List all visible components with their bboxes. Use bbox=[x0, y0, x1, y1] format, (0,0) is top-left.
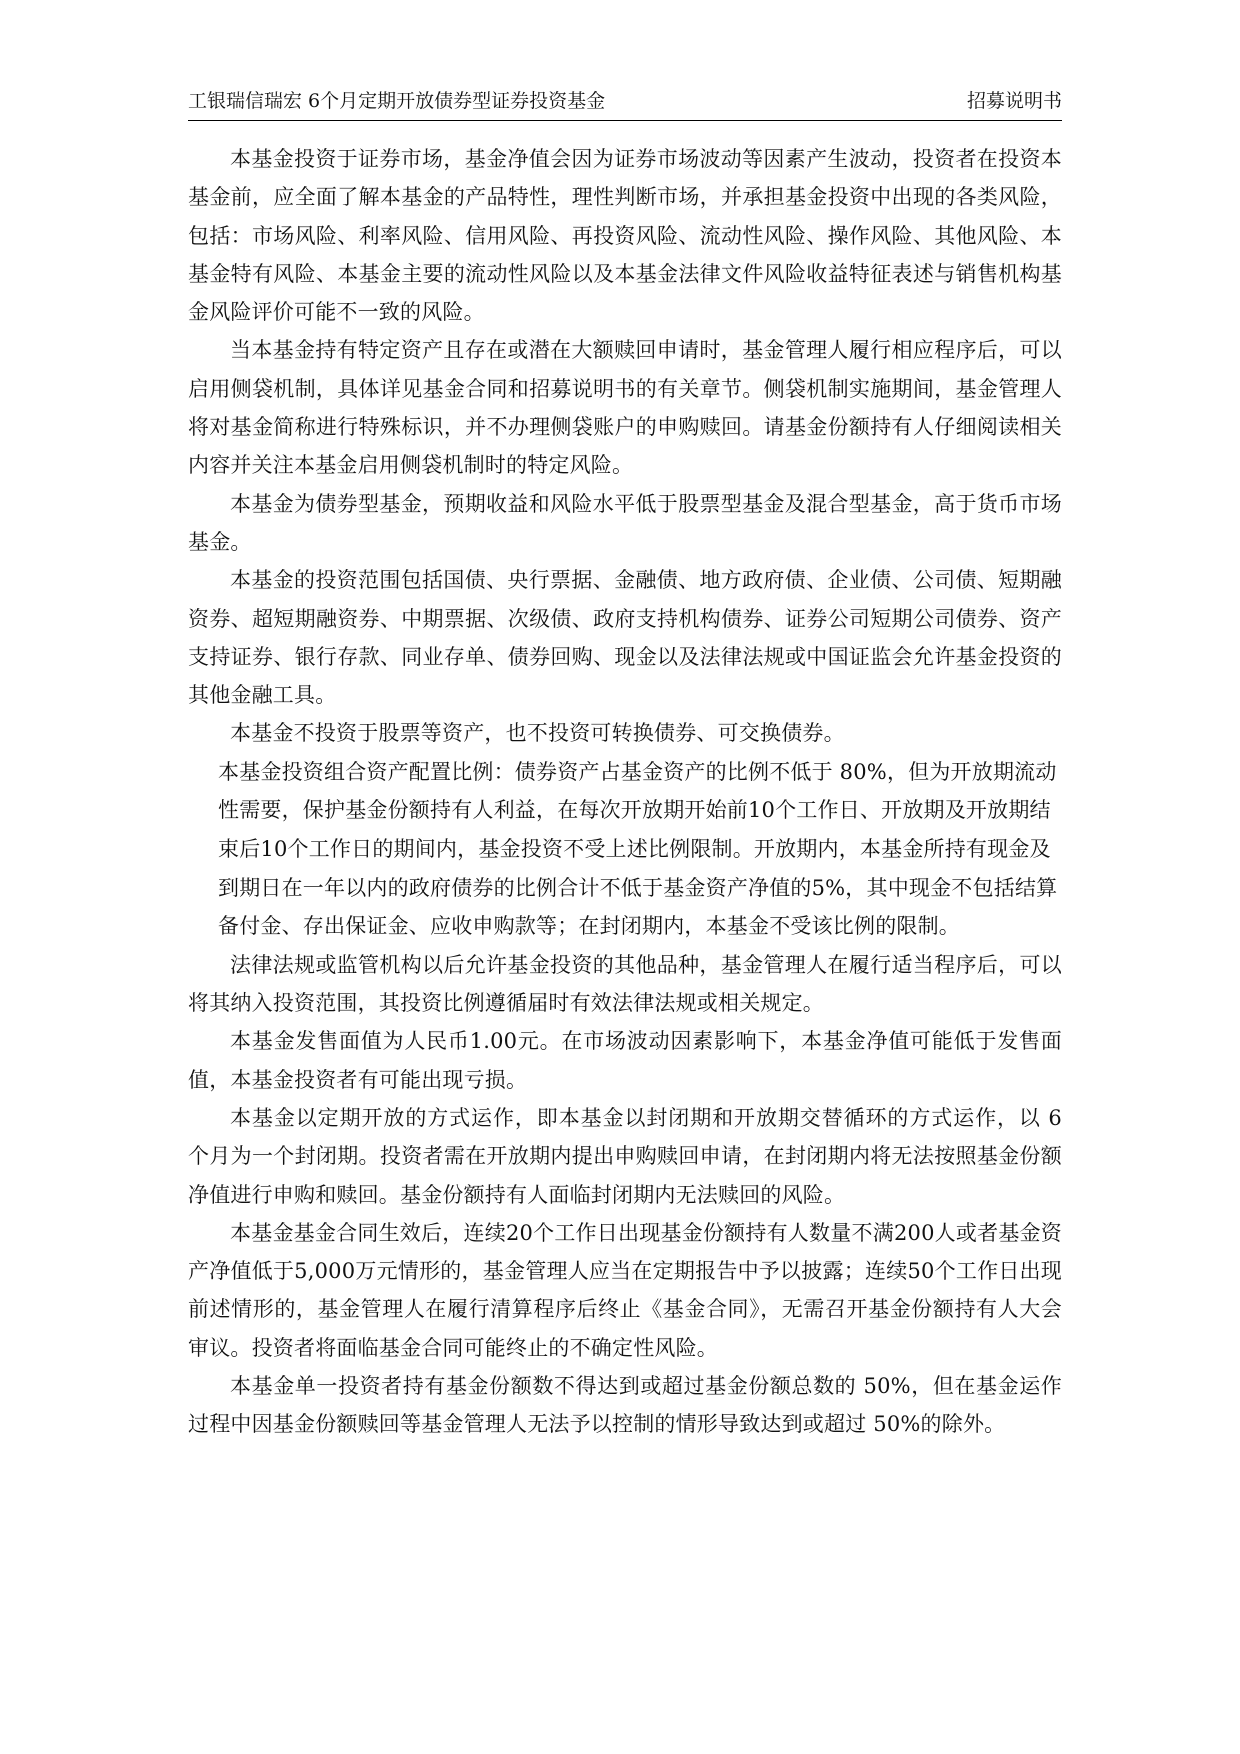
document-body bbox=[188, 140, 1062, 1444]
paragraph-periodic-open: 本基金以定期开放的方式运作，即本基金以封闭期和开放期交替循环的方式运作，以 6 个月为一个封闭期。投资者需在开放期内提出申购赎回申请，在封闭期内将无法按照基金份额净值进行申购和赎回。基金份额持有人面临封闭期内无法赎回的风险。 bbox=[188, 1105, 1062, 1207]
paragraph-side-pocket: 当本基金持有特定资产且存在或潜在大额赎回申请时，基金管理人履行相应程序后，可以启用侧袋机制，具体详见基金合同和招募说明书的有关章节。侧袋机制实施期间，基金管理人将对基金简称进行特殊标识，并不办理侧袋账户的申购赎回。请基金份额持有人仔细阅读相关内容并关注本基金启用侧袋机制时的特定风险。 bbox=[188, 338, 1062, 478]
paragraph-face-value: 本基金发售面值为人民币1.00元。在市场波动因素影响下，本基金净值可能低于发售面值，本基金投资者有可能出现亏损。 bbox=[188, 1029, 1062, 1092]
header-fund-name: 工银瑞信瑞宏 6个月定期开放债券型证券投资基金 bbox=[188, 90, 606, 112]
paragraph-other-instruments: 法律法规或监管机构以后允许基金投资的其他品种，基金管理人在履行适当程序后，可以将其纳入投资范围，其投资比例遵循届时有效法律法规或相关规定。 bbox=[188, 952, 1062, 1016]
paragraph-risk-overview: 本基金投资于证券市场，基金净值会因为证券市场波动等因素产生波动，投资者在投资本基金前，应全面了解本基金的产品特性，理性判断市场，并承担基金投资中出现的各类风险，包括：市场风险、利率风险、信用风险、再投资风险、流动性风险、操作风险、其他风险、本基金特有风险、本基金主要的流动性风险以及本基金法律文件风险收益特征表述与销售机构基金风险评价可能不一致的风险。 bbox=[188, 147, 1062, 325]
header-doc-type: 招募说明书 bbox=[966, 90, 1062, 112]
paragraph-investment-scope: 本基金的投资范围包括国债、央行票据、金融债、地方政府债、企业债、公司债、短期融资券、超短期融资券、中期票据、次级债、政府支持机构债券、证券公司短期公司债券、资产支持证券、银行存款、同业存单、债券回购、现金以及法律法规或中国证监会允许基金投资的其他金融工具。 bbox=[188, 568, 1062, 708]
paragraph-fund-type: 本基金为债券型基金，预期收益和风险水平低于股票型基金及混合型基金，高于货币市场基金。 bbox=[188, 491, 1062, 554]
paragraph-asset-allocation: 本基金投资组合资产配置比例：债券资产占基金资产的比例不低于 80%，但为开放期流动性需要，保护基金份额持有人利益，在每次开放期开始前10个工作日、开放期及开放期结束后10个工作日的期间内，基金投资不受上述比例限制。开放期内，本基金所持有现金及到期日在一年以内的政府债券的比例合计不低于基金资产净值的5%，其中现金不包括结算备付金、存出保证金、应收申购款等；在封闭期内，本基金不受该比例的限制。 bbox=[218, 759, 1058, 939]
page-header bbox=[188, 88, 1062, 121]
paragraph-single-investor-limit: 本基金单一投资者持有基金份额数不得达到或超过基金份额总数的 50%，但在基金运作过程中因基金份额赎回等基金管理人无法予以控制的情形导致达到或超过 50%的除外。 bbox=[188, 1373, 1062, 1437]
paragraph-contract-termination: 本基金基金合同生效后，连续20个工作日出现基金份额持有人数量不满200人或者基金资产净值低于5,000万元情形的，基金管理人应当在定期报告中予以披露；连续50个工作日出现前述情形的，基金管理人在履行清算程序后终止《基金合同》，无需召开基金份额持有人大会审议。投资者将面临基金合同可能终止的不确定性风险。 bbox=[188, 1220, 1062, 1360]
paragraph-no-stocks: 本基金不投资于股票等资产，也不投资可转换债券、可交换债券。 bbox=[230, 721, 845, 746]
